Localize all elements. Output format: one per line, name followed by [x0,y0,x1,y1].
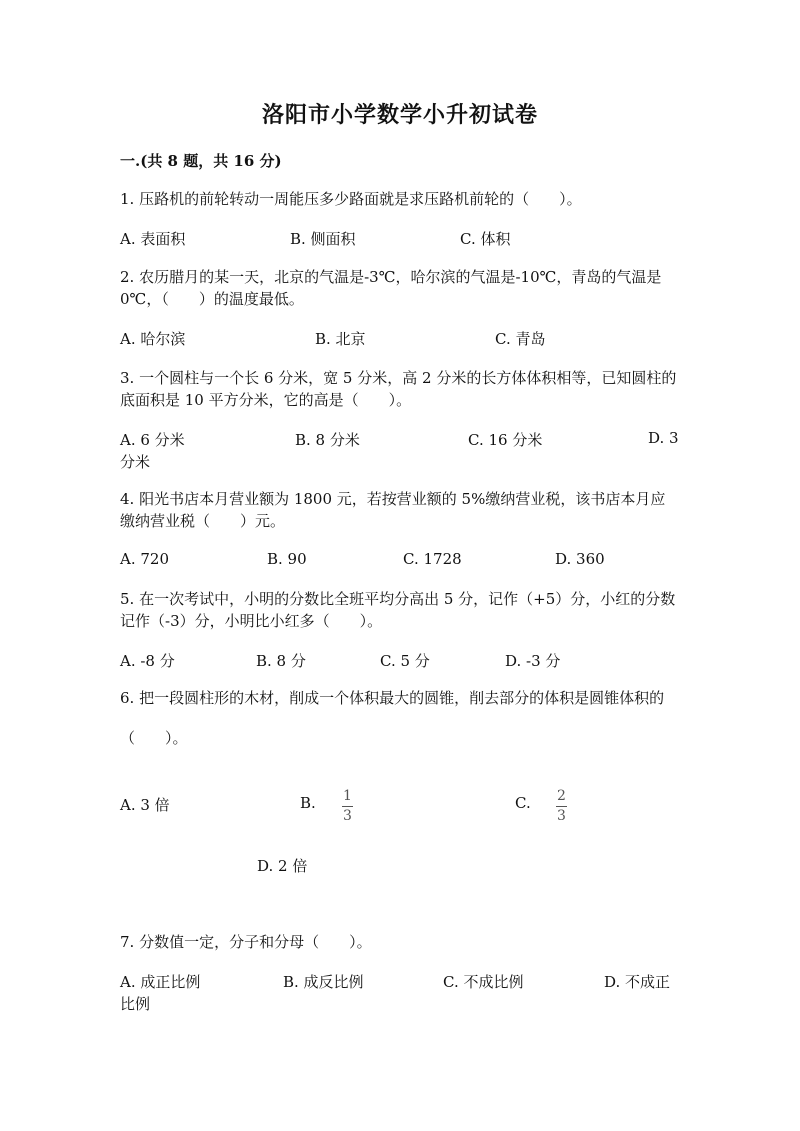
question-1-stem: 1. 压路机的前轮转动一周能压多少路面就是求压路机前轮的（ ）。 [120,190,582,208]
q5-option-a: A. -8 分 [120,652,175,670]
q3-option-b: B. 8 分米 [295,431,360,449]
q5-option-d: D. -3 分 [505,652,561,670]
q3-option-a: A. 6 分米 [120,431,185,449]
q7-option-d: D. 不成正 [604,973,671,991]
q6-option-b: B. [300,794,316,812]
q2-option-c: C. 青岛 [495,330,546,348]
question-4-stem: 4. 阳光书店本月营业额为 1800 元，若按营业额的 5%缴纳营业税，该书店本月应缴纳营业税（ ）元。 [120,490,666,530]
q2-option-a: A. 哈尔滨 [120,330,186,348]
q7-option-a: A. 成正比例 [120,973,201,991]
fraction-bar [342,806,353,807]
q7-option-d-wrap: 比例 [120,995,151,1013]
q6-option-a: A. 3 倍 [120,796,170,814]
fraction-numerator: 1 [343,788,352,804]
question-7-stem: 7. 分数值一定，分子和分母（ ）。 [120,933,372,951]
question-5-stem: 5. 在一次考试中，小明的分数比全班平均分高出 5 分，记作（+5）分，小红的分数记作（-3）分，小明比小红多（ ）。 [120,590,676,630]
question-6-stem: 6. 把一段圆柱形的木材，削成一个体积最大的圆锥，削去部分的体积是圆锥体积的（ ）。 [120,689,665,747]
q5-option-c: C. 5 分 [380,652,430,670]
q4-option-c: C. 1728 [403,550,462,568]
q7-option-c: C. 不成比例 [443,973,524,991]
question-3-stem: 3. 一个圆柱与一个长 6 分米，宽 5 分米，高 2 分米的长方体体积相等，已知圆柱的底面积是 10 平方分米，它的高是（ ）。 [120,369,677,409]
q3-option-d: D. 3 [648,429,679,447]
q2-option-b: B. 北京 [315,330,366,348]
q4-option-b: B. 90 [267,550,307,568]
q3-option-d-wrap: 分米 [120,453,151,471]
q3-option-c: C. 16 分米 [468,431,543,449]
section-heading: 一.(共 8 题，共 16 分) [120,152,282,170]
q7-option-b: B. 成反比例 [283,973,364,991]
q4-option-a: A. 720 [120,550,169,568]
fraction-denominator: 3 [557,808,566,824]
fraction-denominator: 3 [343,808,352,824]
question-2-stem: 2. 农历腊月的某一天，北京的气温是-3℃，哈尔滨的气温是-10℃，青岛的气温是 0℃，（ ）的温度最低。 [120,268,662,308]
q4-option-d: D. 360 [555,550,605,568]
q6-option-c: C. [515,794,531,812]
page-title: 洛阳市小学数学小升初试卷 [261,102,538,128]
fraction-numerator: 2 [557,788,566,804]
q5-option-b: B. 8 分 [256,652,306,670]
fraction-bar [556,806,567,807]
q6-option-c-fraction [556,789,567,824]
q6-option-b-fraction [342,789,353,824]
q6-option-d: D. 2 倍 [257,857,308,875]
q1-option-b: B. 侧面积 [290,230,356,248]
q1-option-c: C. 体积 [460,230,511,248]
q1-option-a: A. 表面积 [120,230,186,248]
